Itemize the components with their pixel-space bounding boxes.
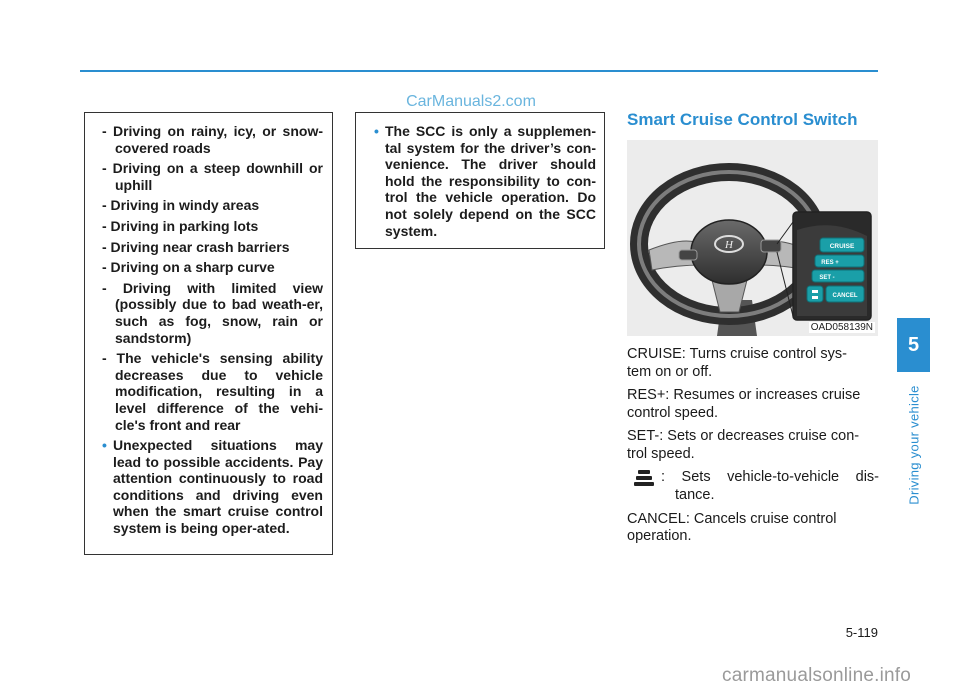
definitions-list — [627, 346, 879, 552]
warning-item — [102, 350, 323, 433]
watermark-top[interactable]: CarManuals2.com — [406, 93, 536, 110]
warning-box-left — [84, 112, 333, 555]
set-button-label: SET - — [819, 275, 835, 281]
warning-item — [102, 437, 323, 537]
steering-wheel-figure — [627, 140, 878, 336]
definition-set — [627, 428, 879, 463]
chapter-number-tab: 5 — [897, 318, 930, 372]
definition-text-cont: control speed. — [627, 404, 719, 421]
definition-distance — [627, 469, 879, 505]
vehicle-distance-icon — [633, 469, 655, 487]
definition-cruise — [627, 346, 879, 381]
definition-res — [627, 387, 879, 422]
chapter-label — [895, 380, 933, 510]
warning-item — [102, 239, 323, 256]
definition-term: SET-: — [627, 428, 664, 444]
warning-item — [102, 218, 323, 235]
res-button-label: RES + — [821, 260, 839, 266]
warning-text: Unexpected situations may lead to possible accidents. Pay attention continuously to road conditions and driving even when the smart cruise control system is being oper-ated. — [113, 437, 323, 537]
warning-text: - Driving with limited view (possibly due to bad weath-er, such as fog, snow, rain or sandstorm) — [102, 279, 323, 346]
definition-text: Turns cruise control sys- — [689, 346, 847, 362]
cancel-button — [826, 286, 864, 302]
cruise-button — [820, 238, 864, 252]
warning-item — [102, 123, 323, 156]
warning-text: - Driving in windy areas — [102, 197, 260, 214]
definition-text: Cancels cruise control — [693, 510, 837, 527]
definition-text: Sets or decreases cruise con- — [667, 428, 860, 444]
definition-term: CANCEL: — [627, 510, 690, 527]
warning-text: - Driving on a sharp curve — [102, 259, 275, 276]
svg-text:H: H — [725, 239, 733, 251]
warning-item — [374, 123, 596, 239]
warning-box-middle — [355, 112, 605, 249]
definition-term: CRUISE: — [627, 346, 686, 362]
bullet-icon: • — [374, 123, 379, 139]
page-number: 5-119 — [845, 625, 878, 640]
section-title: Smart Cruise Control Switch — [627, 110, 858, 129]
warning-text: - Driving in parking lots — [102, 217, 259, 234]
warning-text: - Driving near crash barriers — [102, 238, 290, 255]
callout-line — [777, 222, 793, 244]
warning-text: The SCC is only a supplemen-tal system for the driver’s con-venience. The driver should hold the responsibility to con-trol the vehicle operation. Do not solely depend on the SCC system. — [385, 123, 596, 239]
res-button — [815, 255, 864, 267]
definition-text-cont: tance. — [675, 487, 715, 503]
definition-term: RES+: — [627, 387, 670, 403]
watermark-bottom[interactable]: carmanualsonline.info — [722, 665, 912, 686]
warning-item — [102, 160, 323, 193]
definition-text: Resumes or increases cruise — [673, 387, 861, 403]
header-rule — [80, 70, 878, 72]
definition-text: : Sets vehicle-to-vehicle dis- — [661, 469, 879, 485]
warning-text: - The vehicle's sensing ability decreases due to vehicle modification, resulting in a level difference of the vehi-cle's front and rear — [102, 350, 323, 433]
definition-text-cont: trol speed. — [627, 445, 695, 462]
cruise-button-label: CRUISE — [829, 243, 855, 250]
cancel-button-label: CANCEL — [832, 293, 858, 299]
definition-cancel — [627, 511, 879, 546]
bullet-icon: • — [102, 437, 107, 454]
left-switch-icon — [679, 250, 697, 260]
set-button — [812, 270, 864, 282]
warning-item — [102, 280, 323, 346]
figure-code: OAD058139N — [810, 322, 873, 333]
warning-item — [102, 259, 323, 276]
steering-wheel-illustration — [627, 140, 878, 336]
warning-text: - Driving on a steep downhill or uphill — [102, 160, 323, 193]
chapter-label-text: Driving your vehicle — [906, 385, 922, 505]
warning-text: - Driving on rainy, icy, or snow-covered roads — [102, 123, 323, 156]
definition-text-cont: tem on or off. — [627, 363, 713, 380]
warning-list — [102, 123, 323, 537]
distance-button — [807, 286, 823, 302]
definition-text-cont: operation. — [627, 528, 692, 544]
warning-item — [102, 197, 323, 214]
